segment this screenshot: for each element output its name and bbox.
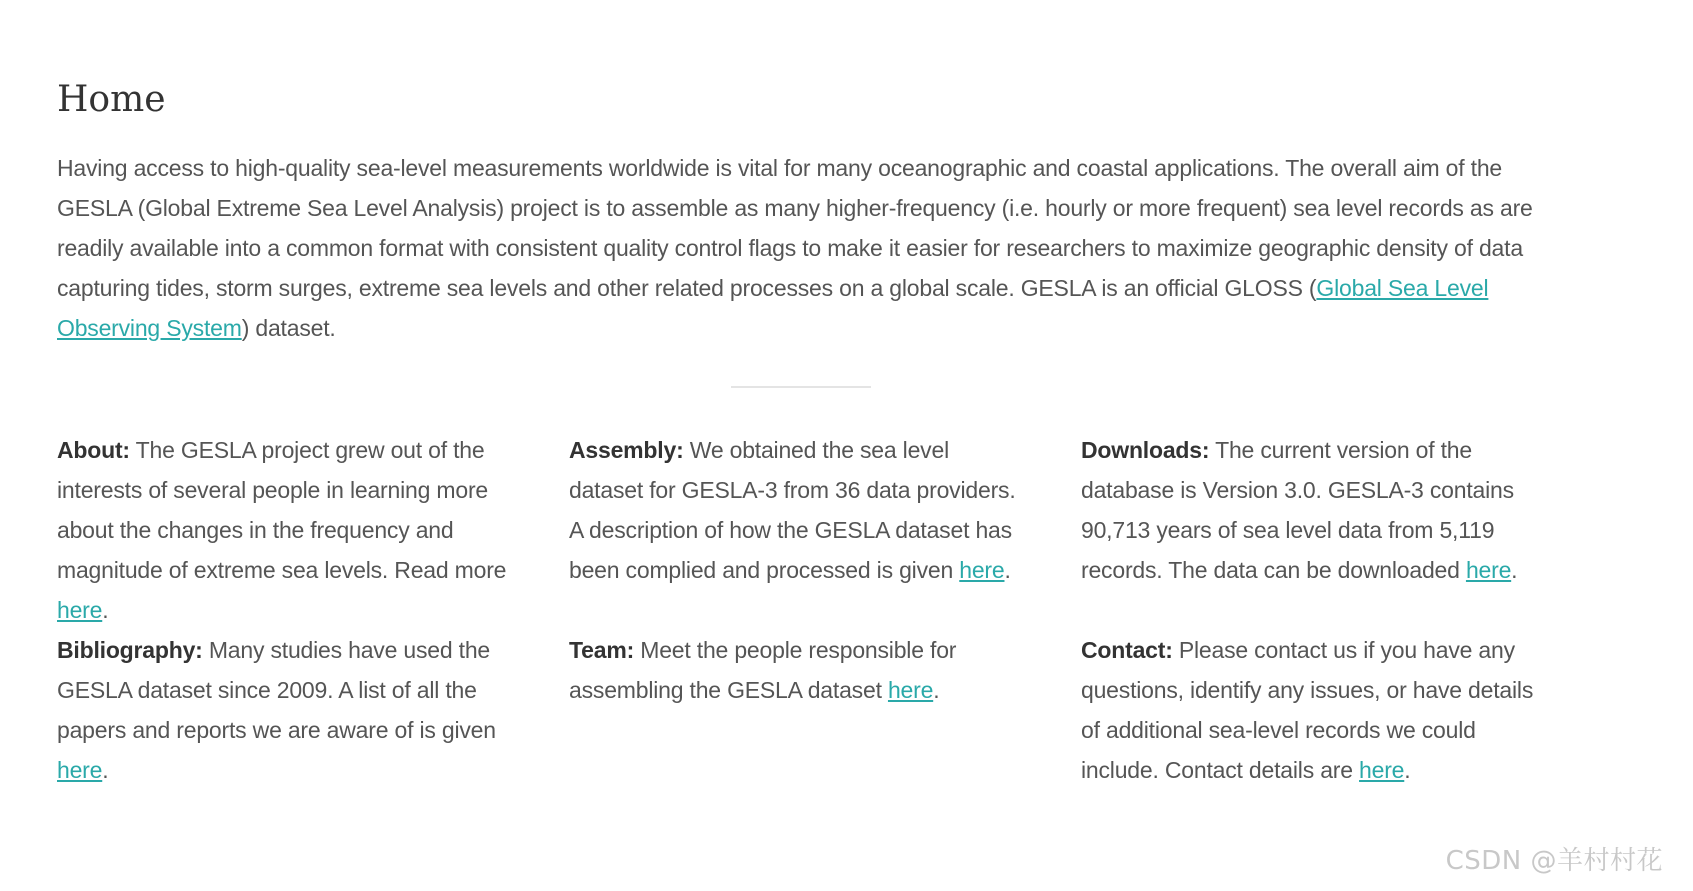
column-middle	[569, 430, 1029, 710]
intro-paragraph	[57, 148, 1547, 348]
intro-text: Having access to high-quality sea-level measurements worldwide is vital for many oceanographic and coastal applications. The overall aim of the GESLA (Global Extreme Sea Level Analysis) project is to assemble as many higher-frequency (i.e. hourly or more frequent) sea level records as are readily available into a common format with consistent quality control flags to make it easier for researchers to maximize geographic density of data capturing tides, storm surges, extreme sea levels and other related processes on a global scale. GESLA is an official GLOSS (	[57, 155, 1533, 301]
bibliography-here-link[interactable]: here	[57, 757, 103, 783]
contact-section	[1081, 630, 1551, 790]
team-label: Team:	[569, 637, 635, 663]
page-title: Home	[57, 79, 166, 120]
intro-text-end: ) dataset.	[241, 315, 336, 341]
csdn-watermark: CSDN @羊村村花	[1445, 846, 1663, 876]
downloads-period: .	[1511, 557, 1518, 583]
team-section	[569, 630, 1029, 710]
gloss-link[interactable]: Global Sea Level Observing System	[57, 275, 1489, 341]
assembly-period: .	[1004, 557, 1011, 583]
assembly-section	[569, 430, 1029, 590]
bibliography-section	[57, 630, 517, 790]
assembly-label: Assembly:	[569, 437, 684, 463]
about-label: About:	[57, 437, 130, 463]
about-section	[57, 430, 517, 630]
team-here-link[interactable]: here	[887, 677, 934, 703]
bibliography-label: Bibliography:	[57, 637, 203, 663]
contact-text: Please contact us if you have any questions, identify any issues, or have details of additional sea-level records we could include. Contact details are	[1081, 637, 1534, 783]
section-divider	[731, 386, 871, 388]
bibliography-text: Many studies have used the GESLA dataset since 2009. A list of all the papers and reports we are aware of is given	[57, 637, 496, 743]
downloads-here-link[interactable]: here	[1465, 557, 1512, 583]
contact-label: Contact:	[1081, 637, 1173, 663]
downloads-label: Downloads:	[1081, 437, 1210, 463]
downloads-text: The current version of the database is Version 3.0. GESLA-3 contains 90,713 years of sea level data from 5,119 records. The data can be downloaded	[1081, 437, 1514, 583]
about-here-link[interactable]: here	[57, 597, 103, 623]
about-text: The GESLA project grew out of the interests of several people in learning more about the changes in the frequency and magnitude of extreme sea levels. Read more	[57, 437, 507, 583]
column-right	[1081, 430, 1551, 790]
column-left	[57, 430, 517, 790]
contact-here-link[interactable]: here	[1359, 757, 1405, 783]
bibliography-period: .	[102, 757, 109, 783]
assembly-text: We obtained the sea level dataset for GESLA-3 from 36 data providers. A description of how the GESLA dataset has been complied and processed is given	[569, 437, 1016, 583]
downloads-section	[1081, 430, 1551, 590]
team-text: Meet the people responsible for assembling the GESLA dataset	[569, 637, 957, 703]
team-period: .	[933, 677, 940, 703]
about-period: .	[102, 597, 109, 623]
assembly-here-link[interactable]: here	[959, 557, 1005, 583]
contact-period: .	[1404, 757, 1411, 783]
